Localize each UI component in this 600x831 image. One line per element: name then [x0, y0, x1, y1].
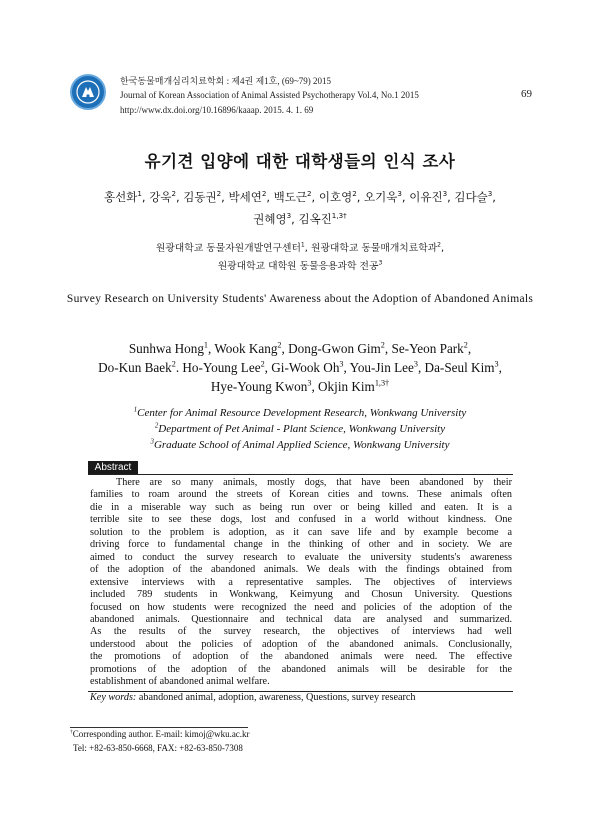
author-affiliation-sup: 1,3†	[331, 211, 347, 221]
keywords-list: abandoned animal, adoption, awareness, Questions, survey research	[136, 692, 416, 703]
abstract-label: Abstract	[88, 461, 138, 475]
author-name: Gi-Wook Oh	[271, 360, 340, 375]
author-affiliation-sup: 2	[171, 189, 176, 199]
author-affiliation-sup: 2	[307, 189, 312, 199]
author-affiliation-sup: 3	[286, 211, 292, 221]
author-affiliation-sup: 3	[307, 378, 312, 388]
author-list-ko	[70, 186, 530, 230]
author-name: Da-Seul Kim	[424, 360, 495, 375]
author-affiliation-sup: 2	[261, 189, 267, 199]
abstract-line: understood about the policies of adoption of the abandoned animals. Conclusionally,	[90, 638, 512, 650]
abstract-line: As the results of the survey research, the objectives of interviews had well	[90, 626, 512, 638]
abstract-line: driving force to fundamental change in the thinking of other and in society. We are	[90, 539, 512, 551]
author-separator: ,	[417, 360, 425, 375]
affiliation-ko-comma: ,	[441, 243, 445, 254]
author-name: Okjin Kim	[318, 379, 375, 394]
paper-title-en: Survey Research on University Students' Awareness about the Adoption of Abandoned Animals	[66, 293, 534, 305]
abstract-line: included 789 students in Wonkwang, Keimyung and Chosun University. Questions	[90, 589, 512, 601]
author-separator: ,	[492, 190, 496, 204]
journal-header-en: Journal of Korean Association of Animal Assisted Psychotherapy Vol.4, No.1 2015	[120, 90, 419, 100]
author-name: 김다슬	[454, 190, 488, 204]
author-name: 김동권	[183, 190, 217, 204]
author-separator: ,	[281, 341, 289, 356]
author-separator: ,	[208, 341, 215, 356]
keywords	[90, 692, 416, 703]
abstract-line: extensive interviews with a representative samples. The objectives of interviews	[90, 576, 512, 588]
abstract-top-rule	[88, 474, 513, 475]
author-affiliation-sup: 3	[442, 189, 448, 199]
author-separator: ,	[141, 190, 150, 204]
author-separator: ,	[356, 190, 365, 204]
author-affiliation-sup: 2	[352, 189, 357, 199]
author-affiliation-sup: 1	[137, 189, 142, 199]
author-affiliation-sup: 3	[413, 359, 418, 369]
author-affiliation-sup: 1,3†	[374, 378, 390, 388]
author-affiliation-sup: 2	[380, 340, 385, 350]
affiliation-en-line	[60, 421, 540, 437]
author-separator: ,	[266, 190, 274, 204]
author-affiliation-sup: 2	[216, 189, 222, 199]
author-name: 오기욱	[364, 190, 398, 204]
affiliation-en-sup: 2	[154, 422, 159, 430]
keywords-label: Key words:	[90, 692, 137, 703]
doi-link[interactable]: http://www.dx.doi.org/10.16896/kaaap. 2015. 4. 1. 69	[120, 105, 314, 115]
affiliation-ko-3-sup: 3	[378, 259, 383, 267]
paper-title-ko: 유기견 입양에 대한 대학생들의 인식 조사	[144, 152, 456, 171]
author-name: Do-Kun Baek	[98, 360, 172, 375]
author-name: Dong-Gwon Gim	[288, 341, 381, 356]
abstract-line: die in a miserable way such as being run over or being killed and eaten. It is a	[90, 501, 512, 513]
author-separator: ,	[311, 190, 319, 204]
corresponding-author	[70, 729, 250, 739]
abstract-line: There are so many animals, mostly dogs, that have been abandoned by their	[116, 477, 512, 488]
author-separator: ,	[343, 360, 350, 375]
author-separator: ,	[264, 360, 272, 375]
author-affiliation-sup: 2	[260, 359, 265, 369]
affiliation-en-text: Department of Pet Animal - Plant Science, Wonkwang University	[158, 423, 446, 435]
author-separator: ,	[467, 341, 472, 356]
author-affiliation-sup: 2	[277, 340, 282, 350]
affiliation-en-text: Graduate School of Animal Applied Science, Wonkwang University	[153, 439, 450, 451]
affiliation-en-sup: 1	[133, 406, 138, 414]
affiliation-ko-1-sup: 1	[300, 241, 305, 249]
author-name: Sunhwa Hong	[128, 341, 204, 356]
journal-header-ko: 한국동물매개심리치료학회 : 제4권 제1호, (69~79) 2015	[120, 76, 331, 86]
dagger-mark: †	[70, 729, 73, 735]
animal-emblem-icon	[75, 79, 101, 105]
author-affiliation-sup: 3	[494, 359, 499, 369]
author-separator: ,	[498, 360, 502, 375]
author-separator: ,	[221, 190, 229, 204]
contact-info: Tel: +82-63-850-6668, FAX: +82-63-850-7308	[73, 743, 243, 753]
author-name: Hye-Young Kwon	[210, 379, 308, 394]
author-affiliation-sup: 3	[339, 359, 344, 369]
author-name: You-Jin Lee	[349, 360, 414, 375]
abstract-line: terrible site to see these dogs, lost and confused in a world without kindness. One	[90, 514, 512, 526]
author-name: 이유진	[409, 190, 443, 204]
author-separator: .	[175, 360, 183, 375]
author-name: 강욱	[149, 190, 172, 204]
abstract-line: establishment of abandoned animal welfare.	[90, 676, 270, 688]
footnote-rule	[70, 727, 248, 728]
author-affiliation-sup: 1	[203, 340, 209, 350]
affiliation-en-text: Center for Animal Resource Development Research, Wonkwang University	[137, 407, 467, 419]
author-name: 박세연	[228, 190, 262, 204]
author-name: Wook Kang	[214, 341, 278, 356]
author-list-en	[70, 339, 530, 396]
author-separator: ,	[175, 190, 184, 204]
author-affiliation-sup: 2	[463, 340, 468, 350]
author-separator: ,	[291, 212, 299, 226]
journal-logo	[70, 74, 106, 110]
abstract-line: promotions of the adoption of the abandoned animals will be desirable for the	[90, 663, 512, 675]
affiliation-ko-2: , 원광대학교 동물매개치료학과	[304, 243, 438, 254]
abstract-line: families to roam around the streets of Korean cities and towns. These animals often	[90, 489, 512, 501]
author-affiliation-sup: 2	[171, 359, 176, 369]
corresponding-email: Corresponding author. E-mail: kimoj@wku.ac.kr	[72, 729, 250, 739]
author-separator: ,	[401, 190, 410, 204]
abstract-line: of the adoption of the abandoned animals. We deals with the findings obtained from	[90, 564, 512, 576]
affiliations-ko	[60, 240, 540, 276]
abstract-line: abandoned animals. Questionnaire and technical data are analysed and summarized.	[90, 613, 512, 625]
author-name: 김옥진	[298, 212, 332, 226]
author-affiliation-sup: 3	[397, 189, 402, 199]
abstract-line: aimed to conduct the survey research to evaluate the university students's awareness	[90, 551, 512, 563]
author-separator: ,	[447, 190, 455, 204]
affiliation-en-line	[60, 437, 540, 453]
affiliation-en-sup: 3	[150, 438, 154, 446]
affiliation-ko-2-sup: 2	[437, 241, 442, 249]
author-name: 홍선화	[104, 190, 138, 204]
author-separator: ,	[384, 341, 392, 356]
abstract-text	[90, 477, 512, 689]
affiliation-ko-3: 원광대학교 대학원 동물응용과학 전공	[217, 261, 379, 272]
page-number: 69	[521, 88, 532, 100]
affiliation-ko-1: 원광대학교 동물자원개발연구센터	[155, 243, 301, 254]
author-affiliation-sup: 3	[487, 189, 493, 199]
affiliation-en-line	[60, 405, 540, 421]
author-name: 이호영	[318, 190, 353, 204]
author-name: 백도근	[273, 190, 307, 204]
author-name: Se-Yeon Park	[391, 341, 464, 356]
author-name: Ho-Young Lee	[182, 360, 261, 375]
abstract-line: focused on how students were recognized the need and policies of the adoption of the	[90, 601, 512, 613]
abstract-line: the promotions of adoption of the abandoned animals were need. The effective	[90, 651, 512, 663]
affiliations-en	[60, 405, 540, 453]
author-name: 권혜영	[253, 212, 287, 226]
abstract-line: solution to the problem is adoption, as it can save life and by example become a	[90, 526, 512, 538]
author-separator: ,	[311, 379, 319, 394]
